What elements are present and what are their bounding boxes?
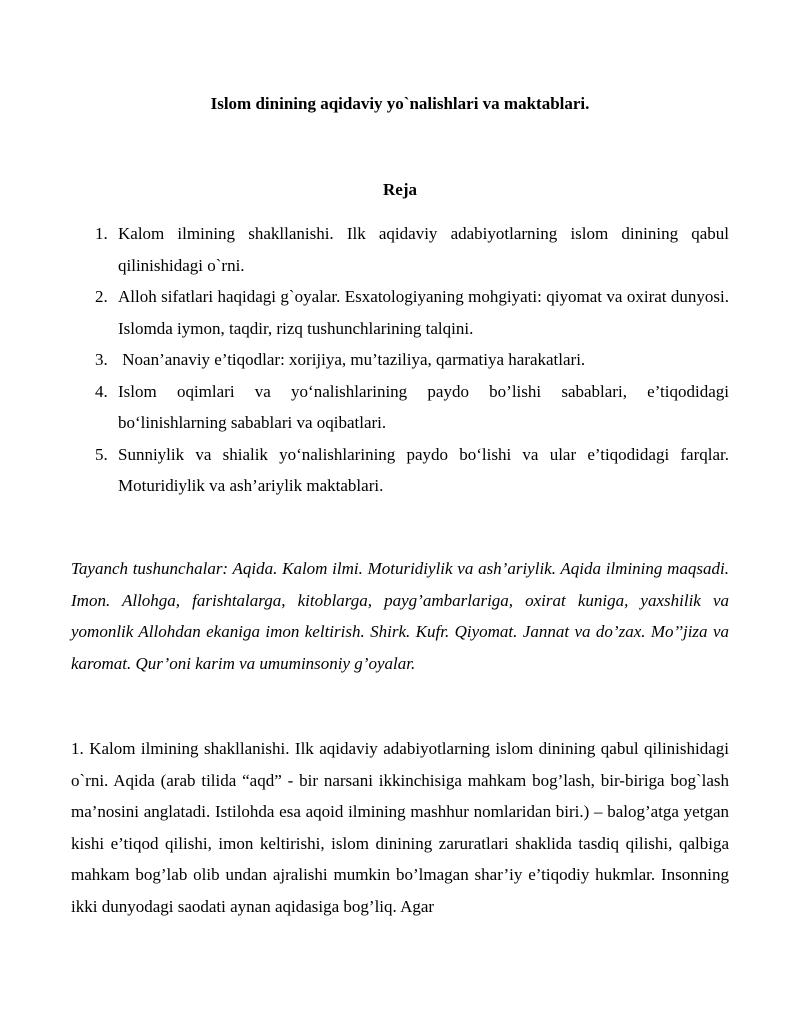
plan-item bbox=[71, 281, 729, 344]
plan-list bbox=[71, 218, 729, 502]
plan-item-text: Sunniylik va shialik yo‘nalishlarining paydo bo‘lishi va ular e’tiqodidagi farqlar. Moturidiylik va ash’ariylik maktablari. bbox=[118, 444, 729, 495]
plan-item-text: Alloh sifatlari haqidagi g`oyalar. Esxatologiyaning mohgiyati: qiyomat va oxirat dunyosi. Islomda iymon, taqdir, rizq tushunchlarining talqini. bbox=[118, 287, 729, 338]
plan-item-text: Kalom ilmining shakllanishi. Ilk aqidaviy adabiyotlarning islom dinining qabul qilinishidagi o`rni. bbox=[118, 224, 729, 275]
document-title: Islom dinining aqidaviy yo`nalishlari va maktablari. bbox=[210, 94, 590, 113]
plan-heading: Reja bbox=[383, 180, 417, 199]
plan-item-text: Noan’anaviy e’tiqodlar: xorijiya, mu’taziliya, qarmatiya harakatlari. bbox=[118, 350, 586, 369]
plan-item bbox=[71, 376, 729, 439]
plan-item-number: 2. bbox=[95, 287, 108, 306]
plan-item-number: 4. bbox=[95, 381, 108, 401]
plan-item-text: Islom oqimlari va yo‘nalishlarining paydo bo’lishi sabablari, e’tiqodidagi bo‘linishlarning sabablari va oqibatlari. bbox=[118, 381, 729, 432]
plan-item bbox=[71, 439, 729, 502]
plan-item-number: 5. bbox=[95, 444, 108, 464]
plan-item bbox=[71, 344, 729, 376]
plan-item bbox=[71, 218, 729, 281]
plan-item-number: 3. bbox=[95, 350, 108, 369]
section-1-paragraph: 1. Kalom ilmining shakllanishi. Ilk aqidaviy adabiyotlarning islom dinining qabul qilinishidagi o`rni. Aqida (arab tilida “aqd” - bir narsani ikkinchisiga mahkam bog’lash, bir-biriga bog`lash ma’nosini anglatadi. Istilohda esa aqoid ilmining mashhur nomlaridan biri.) – balog’atga yetgan kishi e’tiqod qilishi, imon keltirishi, islom dinining zaruratlari shaklida tasdiq qilishi, qalbiga mahkam bog’lab olib undan ajralishi mumkin bo’lmagan shar’iy e’tiqodiy hukmlar. Insonning ikki dunyodagi saodati aynan aqidasiga bog’liq. Agar bbox=[71, 739, 729, 916]
plan-item-number: 1. bbox=[95, 224, 108, 243]
keywords-paragraph: Tayanch tushunchalar: Aqida. Kalom ilmi. Moturidiylik va ash’ariylik. Aqida ilmining maqsadi. Imon. Allohga, farishtalarga, kitoblarga, payg’ambarlariga, oxirat kuniga, yaxshilik va yomonlik Allohdan ekaniga imon keltirish. Shirk. Kufr. Qiyomat. Jannat va do’zax. Mo’’jiza va karomat. Qur’oni karim va umuminsoniy g’oyalar. bbox=[71, 559, 729, 673]
